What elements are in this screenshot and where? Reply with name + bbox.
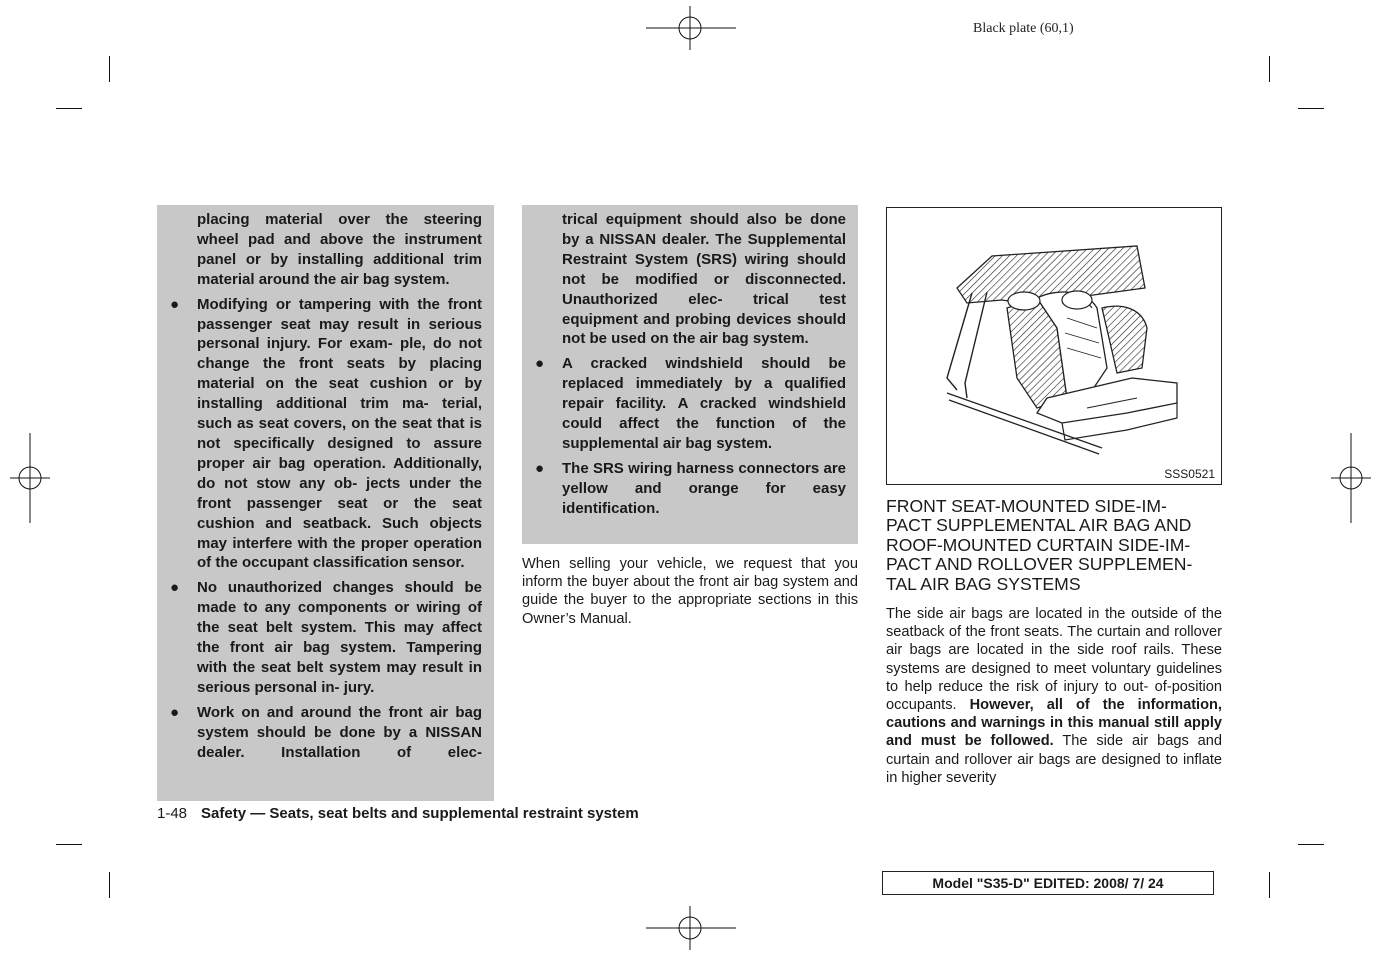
- warning-continuation: placing material over the steering wheel pad and above the instrument panel or by installing additional trim material around the air bag system.: [197, 211, 482, 288]
- crop-mark-icon: [109, 56, 110, 82]
- figure-code: SSS0521: [1164, 467, 1215, 481]
- list-item: ● No unauthorized changes should be made to any components or wiring of the seat belt system. This may affect the front air bag system. Tampering with the seat belt system may result in serious personal in- jury.: [170, 579, 482, 696]
- page-number: 1-48: [157, 805, 188, 822]
- warning-bullet-list: [522, 354, 858, 518]
- section-title: Safety — Seats, seat belts and supplemental restraint system: [201, 805, 639, 822]
- plate-label: Black plate (60,1): [973, 21, 1074, 36]
- crop-mark-icon: [109, 872, 110, 898]
- side-airbag-paragraph: The side air bags are located in the outside of the seatback of the front seats. The curtain and rollover air bags are located in the side roof rails. These systems are designed to meet voluntary guidelines to help reduce the risk of injury to out- of-position occupants. However, all of the information, cautions and warnings in this manual still apply and must be followed. The side air bags and curtain and rollover air bags are designed to inflate in higher severity: [886, 606, 1222, 786]
- registration-mark-icon: [646, 6, 736, 50]
- list-item: ● Work on and around the front air bag system should be done by a NISSAN dealer. Installation of elec-: [170, 703, 482, 761]
- model-edit-box: Model "S35-D" EDITED: 2008/ 7/ 24: [882, 871, 1214, 895]
- crop-mark-icon: [1298, 844, 1324, 845]
- warning-continuation: trical equipment should also be done by a NISSAN dealer. The Supplemental Restraint System (SRS) wiring should not be modified or disconnected. Unauthorized elec- trical test equipment and probing devices should not be used on the air bag system.: [562, 211, 846, 348]
- list-item: ● Modifying or tampering with the front passenger seat may result in serious personal injury. For exam- ple, do not change the front seats by placing material on the seat cushion or by installing additional trim ma- terial, such as seat covers, on the seat that is not specifically designed to assure proper air bag operation. Additionally, do not stow any ob- jects under the front passenger seat or the seat cushion and seatback. Such objects may interfere with the proper operation of the occupant classification sensor.: [170, 295, 482, 572]
- selling-vehicle-paragraph: When selling your vehicle, we request that you inform the buyer about the front air bag system and guide the buyer to the appropriate sections in this Owner’s Manual.: [522, 556, 858, 627]
- bullet-icon: ●: [535, 459, 545, 477]
- section-heading: FRONT SEAT-MOUNTED SIDE-IM- PACT SUPPLEMENTAL AIR BAG AND ROOF-MOUNTED CURTAIN SIDE-IM- PACT AND ROLLOVER SUPPLEMEN- TAL AIR BAG SYSTEMS: [886, 496, 1193, 594]
- registration-mark-icon: [1331, 433, 1371, 523]
- crop-mark-icon: [1269, 56, 1270, 82]
- warning-bullet-list: [157, 295, 494, 763]
- list-item: ● The SRS wiring harness connectors are yellow and orange for easy identification.: [535, 459, 846, 517]
- registration-mark-icon: [646, 906, 736, 950]
- bullet-icon: ●: [170, 295, 180, 313]
- crop-mark-icon: [1269, 872, 1270, 898]
- bullet-icon: ●: [170, 579, 180, 597]
- warning-box-left: [157, 205, 494, 801]
- seat-airbag-drawing-icon: [887, 208, 1221, 484]
- crop-mark-icon: [1298, 108, 1324, 109]
- bullet-icon: ●: [170, 703, 180, 721]
- registration-mark-icon: [10, 433, 50, 523]
- warning-box-middle: [522, 205, 858, 544]
- list-item: ● A cracked windshield should be replaced immediately by a qualified repair facility. A cracked windshield could affect the function of the supplemental air bag system.: [535, 355, 846, 452]
- airbag-illustration: [886, 207, 1222, 485]
- bullet-icon: ●: [535, 355, 545, 373]
- crop-mark-icon: [56, 844, 82, 845]
- page-footer: [157, 805, 639, 822]
- crop-mark-icon: [56, 108, 82, 109]
